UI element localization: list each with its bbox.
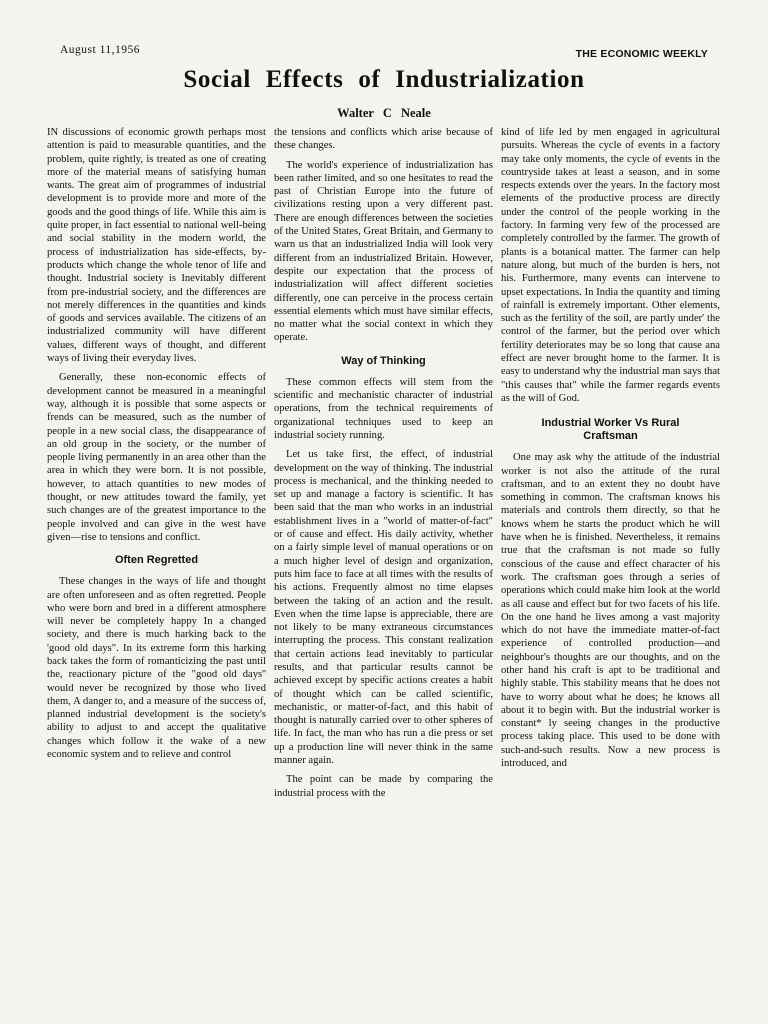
section-heading-often-regretted: Often Regretted — [114, 554, 199, 567]
issue-date: August 11,1956 — [60, 44, 141, 56]
paragraph: IN discussions of economic growth perhaps most attention is paid to measurable quantities, and the problem, quite rightly, is treated as one of creating more of the material means of satisfying human wants. The great aim of programmes of industrial development is to provide more and more of the goods and the good things of life. While this aim is quite proper, in fact essential to national well-being and social stability in the modern world, the process of industrialization has side-effects, by-products which change the whole tenor of life and thought. Industrial society is Inevitably different from pre-industrial society, and the differences are not merely differences in the quantities and kinds of goods and services available. The citizens of an industrialized community will have different values, different ways of thought, and different ways of living their everyday lives. — [47, 127, 266, 365]
section-heading-industrial-worker: Industrial Worker Vs Rural Craftsman — [541, 417, 680, 443]
paragraph: Generally, these non-economic effects of development cannot be measured in a meaningful way, although it is possible that some aspects or frends can be measured, such as the number of people in a new social class, the disappearance of an old group in the society, or the number of people living permanently in an area other than the area in which they were born. It is not possible, however, to attach quantities to new modes of thought, or new attitudes toward the family, yet such changes are of the greatest importance to the people involved and can give in the west have given—rise to tensions and conflict. — [47, 372, 266, 543]
paragraph: These changes in the ways of life and thought are often unforeseen and as often regretted. People who were born and bred in a different atmosphere will never be completely happy In a changed society, and there is much harking back to the 'good old days". In its extreme form this harking back takes the form of romanticizing the past until the, reactionary picture of the "good old days'' would never be recognized by those who lived them, A danger to, and a measure of the success of, planned industrial development is the society's ability to adjust to and accept the qualitative changes which follow it the wake of a new economic system and to relieve and control — [47, 576, 266, 761]
paragraph: the tensions and conflicts which arise because of these changes. — [274, 127, 493, 152]
text-column-1 — [47, 126, 266, 1016]
article-author: Walter C Neale — [337, 106, 431, 120]
text-column-2 — [274, 126, 493, 1016]
article-title: Social Effects of Industrialization — [183, 66, 585, 93]
paragraph: The point can be made by comparing the industrial process with the — [274, 774, 493, 799]
text-column-3 — [501, 126, 720, 1016]
section-heading-way-of-thinking: Way of Thinking — [341, 354, 426, 367]
paragraph: Let us take first, the effect, of industrial development on the way of thinking. The industrial process is mechanical, and the thinking needed to set up and manage a factory is scientific. It has been said that the man who works in an industrial establishment lives in a "world of matter-of-fact" or of cause and effect. His daily activity, whether on a fairly simple level of manual operations or on a much higher level of design and organization, puts him face to face at all times with the results of his actions. Frequently almost no time elapses between the taking of an action and the result. Even when the time lapse is appreciable, there are not likely to be many extraneous circumstances interrupting the process. This constant realization that certain actions lead inevitably to particular results, and that particular results cannot be achieved except by specific actions creates a habit of thought which can be called scientific, mechanistic, or matter-of-fact, and this habit of thought is naturally carried over to other spheres of life. In fact, the man who has run a die press or set up a production line will never think in the same manner again. — [274, 449, 493, 767]
paragraph: One may ask why the attitude of the industrial worker is not also the attitude of the rural craftsman, and to an extent they no doubt have something in common. The craftsman knows his materials and controls them directly, so that he knows whem he starts the product which he will have when he is finished. Nevertheless, it remains true that the craftsman is not made so fully conscious of the cause and effect character of his work. The craftsman goes through a series of operations which could make him look at the world as all cause and effect but for two facets of his life. On the one hand he lives among a vast majority which do not have the immediate matter-of-fact experience of controlled production—and neighbour's thoughts are our thoughts, and on the other hand his craft is apt to be traditional and highly stable. This stability means that he does not have to worry about what he does; he knows all about it to begin with. But the industrial worker is constant* ly seeing changes in the productive process taking place. This used to be done with such-and-such results. Now a new process is introduced, and — [501, 452, 720, 770]
paragraph: These common effects will stem from the scientific and mechanistic character of industrial operations, from the technical requirements of organizational techniques used to keep an industrial society running. — [274, 376, 493, 441]
journal-name: THE ECONOMIC WEEKLY — [575, 48, 708, 60]
paragraph: kind of life led by men engaged in agricultural pursuits. Whereas the cycle of events in a factory may take only moments, the cycle of events in the countryside takes at least a season, and in some respects extends over the years. In the factory most elements of the productive process are directly under the control of the people working in the factory. In farming very few of the processed are completely controlled by the farmer. The growth of plants is a botanical matter. The farmer can help nature along, but much of the burden is hers, not his. Furthermore, many events can intervene to upset expectations. In India the quantity and timing of rainfall is extremely important. Other elements, such as the fertility of the soil, are partly under' the control of the farmer, but the period over which fertility deteriorates may be so long that cause ana effect are never brought home to the farmer. It is easy to understand why the industrial man says that "this causes that" while the farmer regards events as the will of God. — [501, 127, 720, 404]
paragraph: The world's experience of industrialization has been rather limited, and so one hesitates to read the past of Christian Europe into the future of civilizations resting upon a very different past. There are enough differences between the societies of the United States, Great Britain, and Germany to warn us that an industrialized India will look very different from an industrialized Britain. However, despite our expectation that the process of industrialization will affect different societies differently, one can perceive in the process certain essential elements which must have similar effects, no matter what the social context in which they operate. — [274, 159, 493, 344]
